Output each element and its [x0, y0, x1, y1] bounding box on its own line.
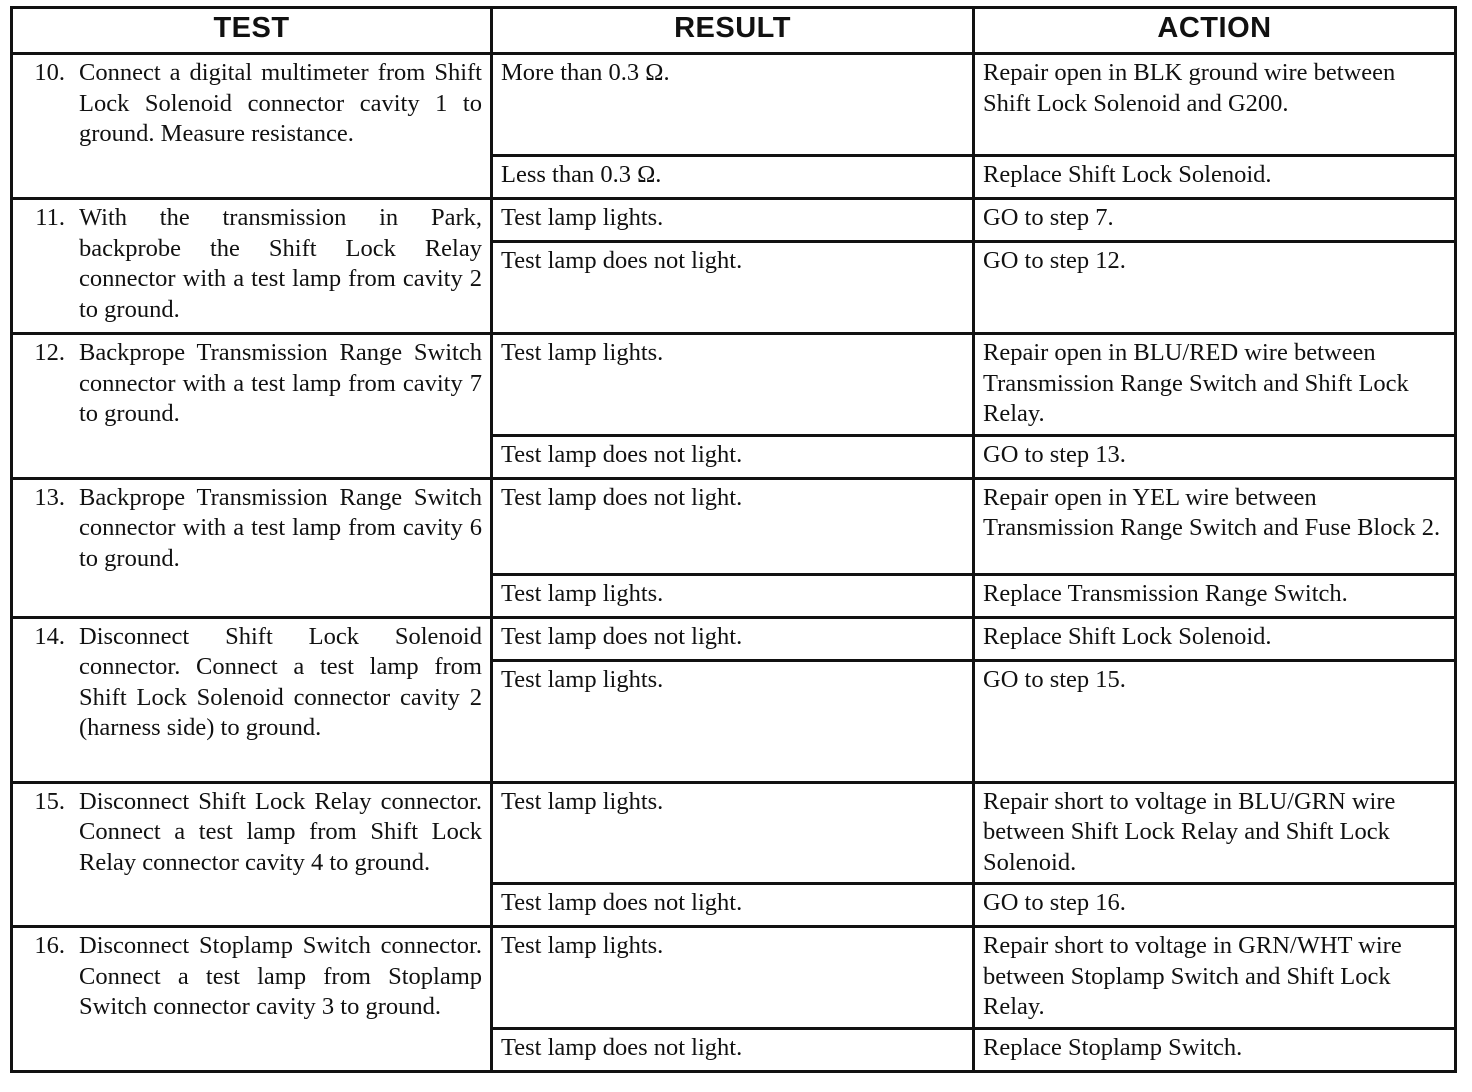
table-row — [12, 334, 1456, 436]
action-cell: GO to step 12. — [974, 242, 1456, 334]
header-row — [12, 8, 1456, 54]
action-cell: Replace Transmission Range Switch. — [974, 574, 1456, 617]
step-number: 14. — [34, 622, 65, 650]
header-result: RESULT — [492, 8, 974, 54]
table-row — [12, 782, 1456, 884]
table-row — [12, 927, 1456, 1029]
action-cell: Repair open in BLU/RED wire between Transmission Range Switch and Shift Lock Relay. — [974, 334, 1456, 436]
result-cell: Test lamp lights. — [492, 927, 974, 1029]
action-cell: GO to step 16. — [974, 884, 1456, 927]
test-cell — [12, 478, 492, 617]
test-description: Backprope Transmission Range Switch connector with a test lamp from cavity 6 to ground. — [79, 483, 482, 572]
test-cell — [12, 927, 492, 1072]
result-cell: Test lamp does not light. — [492, 884, 974, 927]
test-description: Backprope Transmission Range Switch connector with a test lamp from cavity 7 to ground. — [79, 339, 482, 427]
action-cell: GO to step 13. — [974, 435, 1456, 478]
test-cell — [12, 782, 492, 927]
test-cell — [12, 334, 492, 479]
header-action: ACTION — [974, 8, 1456, 54]
test-cell — [12, 617, 492, 782]
step-number: 15. — [34, 787, 65, 815]
result-cell: More than 0.3 Ω. — [492, 54, 974, 156]
action-cell: GO to step 15. — [974, 660, 1456, 782]
step-number: 11. — [35, 204, 65, 231]
action-cell: GO to step 7. — [974, 199, 1456, 242]
test-cell — [12, 199, 492, 334]
result-cell: Test lamp lights. — [492, 660, 974, 782]
result-cell: Less than 0.3 Ω. — [492, 156, 974, 199]
action-cell: Repair open in YEL wire between Transmission Range Switch and Fuse Block 2. — [974, 478, 1456, 574]
result-cell: Test lamp does not light. — [492, 1028, 974, 1071]
result-cell: Test lamp does not light. — [492, 478, 974, 574]
test-description: Disconnect Shift Lock Relay connector. Connect a test lamp from Shift Lock Relay connector cavity 4 to ground. — [79, 787, 482, 876]
test-description: Disconnect Stoplamp Switch connector. Connect a test lamp from Stoplamp Switch connector cavity 3 to ground. — [79, 932, 482, 1020]
table-row — [12, 617, 1456, 660]
test-description: Connect a digital multimeter from Shift Lock Solenoid connector cavity 1 to ground. Measure resistance. — [79, 59, 482, 147]
action-cell: Replace Shift Lock Solenoid. — [974, 156, 1456, 199]
result-cell: Test lamp lights. — [492, 574, 974, 617]
table-row — [12, 199, 1456, 242]
step-number: 16. — [34, 932, 65, 959]
result-cell: Test lamp does not light. — [492, 435, 974, 478]
result-cell: Test lamp does not light. — [492, 617, 974, 660]
action-cell: Replace Shift Lock Solenoid. — [974, 617, 1456, 660]
test-description: Disconnect Shift Lock Solenoid connector. Connect a test lamp from Shift Lock Solenoid connector cavity 2 (harness side) to ground. — [79, 622, 482, 741]
result-cell: Test lamp lights. — [492, 334, 974, 436]
test-description: With the transmission in Park, backprobe the Shift Lock Relay connector with a test lamp from cavity 2 to ground. — [79, 204, 482, 323]
action-cell: Repair short to voltage in BLU/GRN wire between Shift Lock Relay and Shift Lock Solenoid. — [974, 782, 1456, 884]
table-row — [12, 54, 1456, 156]
step-number: 12. — [34, 339, 65, 366]
result-cell: Test lamp lights. — [492, 782, 974, 884]
table-row — [12, 478, 1456, 574]
step-number: 10. — [34, 59, 65, 86]
action-cell: Repair short to voltage in GRN/WHT wire between Stoplamp Switch and Shift Lock Relay. — [974, 927, 1456, 1029]
diagnostic-table — [10, 6, 1457, 1073]
result-cell: Test lamp does not light. — [492, 242, 974, 334]
header-test: TEST — [12, 8, 492, 54]
action-cell: Repair open in BLK ground wire between Shift Lock Solenoid and G200. — [974, 54, 1456, 156]
result-cell: Test lamp lights. — [492, 199, 974, 242]
test-cell — [12, 54, 492, 199]
action-cell: Replace Stoplamp Switch. — [974, 1028, 1456, 1071]
step-number: 13. — [34, 483, 65, 511]
